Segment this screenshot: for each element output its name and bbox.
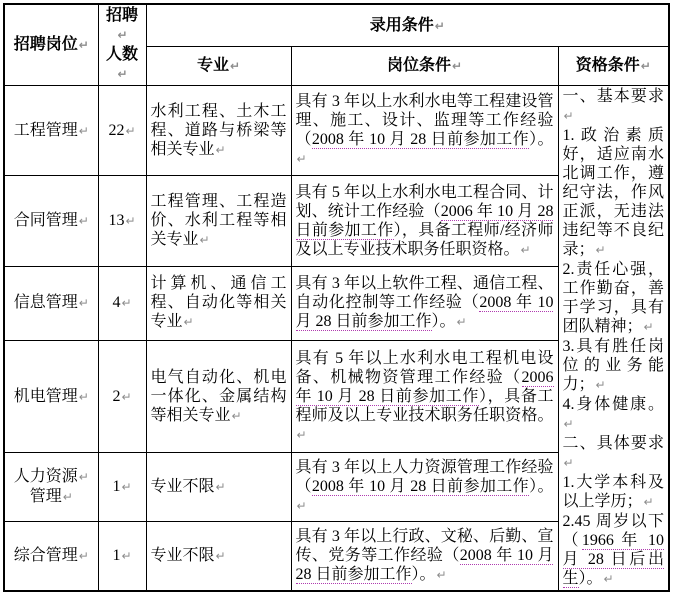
paragraph-mark-icon: ↵ xyxy=(563,109,574,123)
text-run: 具有 5 年以上水利水电工程合同、计划、统计工作经验（ xyxy=(295,183,554,220)
cell-major xyxy=(146,453,291,522)
text-run: 人力资源 xyxy=(13,468,78,486)
text-run: 招聘 xyxy=(105,7,138,24)
text-run: ）。 xyxy=(529,131,554,149)
text-run: 机电管理 xyxy=(13,387,78,405)
cell-job-condition xyxy=(291,521,558,591)
paragraph xyxy=(563,87,665,126)
text-run: 综合管理 xyxy=(13,546,78,564)
text-run: 3.具有胜任岗位的业务能力； xyxy=(562,338,665,393)
cell-position xyxy=(4,453,98,522)
text-run: 人数 xyxy=(105,46,138,63)
paragraph-mark-icon: ↵ xyxy=(78,389,89,404)
text-run: 2.45 周岁以下（ xyxy=(562,513,665,549)
text-run: 招聘岗位 xyxy=(13,36,78,53)
paragraph xyxy=(9,211,94,231)
cell-job-condition xyxy=(291,86,558,176)
cell-qualification xyxy=(558,86,669,592)
paragraph xyxy=(296,183,554,260)
cell-major xyxy=(146,521,291,591)
text-run: 工程管理、工程造价、水利工程等相关专业 xyxy=(150,193,287,249)
text-run: 电气自动化、机电一体化、金属结构等相关专业 xyxy=(150,368,287,424)
cell-job-condition xyxy=(291,453,558,522)
text-run: 具有 3 年以上人力资源管理工作经验（ xyxy=(295,459,554,496)
cell-position xyxy=(4,86,98,176)
paragraph xyxy=(103,387,142,407)
paragraph-mark-icon: ↵ xyxy=(117,67,128,81)
paragraph xyxy=(563,126,665,260)
paragraph xyxy=(296,458,554,516)
cell-position xyxy=(4,176,98,266)
grammar-underlined-text: 2006 年 10 月 28 日前参加工作 xyxy=(295,202,554,239)
paragraph-mark-icon: ↵ xyxy=(78,214,89,229)
paragraph xyxy=(9,487,94,507)
text-run: 岗位条件 xyxy=(386,57,451,75)
paragraph-mark-icon: ↵ xyxy=(78,548,89,563)
text-run: 具有 5 年以上水利水电工程机电设备、机械物资管理工作经验（ xyxy=(295,349,554,386)
paragraph-mark-icon: ↵ xyxy=(121,389,132,404)
text-run: 一、基本要求 xyxy=(562,88,665,105)
paragraph-mark-icon: ↵ xyxy=(78,123,89,138)
text-run: 资格条件 xyxy=(575,57,640,75)
paragraph-mark-icon: ↵ xyxy=(643,320,654,334)
paragraph-mark-icon: ↵ xyxy=(78,296,89,311)
paragraph xyxy=(151,56,287,76)
paragraph-mark-icon: ↵ xyxy=(640,59,651,74)
text-run: 录用条件 xyxy=(369,16,434,34)
header-row-1 xyxy=(4,4,669,47)
paragraph-mark-icon: ↵ xyxy=(296,427,307,442)
grammar-underlined-text: 2008 年 10 月 28 日前参加工作 xyxy=(295,546,554,583)
paragraph-mark-icon: ↵ xyxy=(121,296,132,311)
paragraph xyxy=(9,293,94,313)
text-run: 合同管理 xyxy=(13,212,78,230)
text-run: 4 xyxy=(112,294,121,312)
text-run: ），具备工程师及以上专业技术职务任职资格。 xyxy=(295,387,554,424)
text-run: 具有 3 年以上软件工程、通信工程、自动化控制等工作经验（ xyxy=(295,275,554,312)
header-recruit-conditions xyxy=(146,4,669,47)
paragraph xyxy=(9,121,94,141)
paragraph xyxy=(103,6,142,45)
paragraph-mark-icon: ↵ xyxy=(643,495,654,509)
paragraph-mark-icon: ↵ xyxy=(563,417,574,431)
paragraph-mark-icon: ↵ xyxy=(199,233,210,248)
paragraph-mark-icon: ↵ xyxy=(125,123,136,138)
paragraph-mark-icon: ↵ xyxy=(595,378,606,392)
cell-major xyxy=(146,176,291,266)
table-row xyxy=(4,86,669,176)
cell-count xyxy=(98,341,146,453)
paragraph-mark-icon: ↵ xyxy=(296,499,307,514)
header-position xyxy=(4,4,98,86)
cell-count xyxy=(98,453,146,522)
paragraph xyxy=(103,45,142,84)
paragraph-mark-icon: ↵ xyxy=(456,315,467,330)
paragraph xyxy=(151,368,287,426)
text-run: ）。 xyxy=(431,313,456,331)
paragraph xyxy=(9,467,94,487)
paragraph xyxy=(296,56,554,76)
text-run: 具有 3 年以上水利水电等工程建设管理、施工、设计、监理等工作经验（ xyxy=(295,93,554,149)
grammar-underlined-text: 2008 年 10 月 28 日前参加工作 xyxy=(311,478,530,496)
text-run: 二、具体要求 xyxy=(562,435,665,452)
paragraph xyxy=(151,16,665,36)
paragraph xyxy=(563,395,665,434)
text-run: 22 xyxy=(108,121,125,139)
paragraph xyxy=(296,527,554,585)
cell-job-condition xyxy=(291,176,558,266)
text-run: 1 xyxy=(112,546,121,564)
paragraph-mark-icon: ↵ xyxy=(603,572,614,586)
text-run: ），具备工程师/经济师及以上专业技术职务任职资格。 xyxy=(295,221,554,258)
paragraph-mark-icon: ↵ xyxy=(436,567,447,582)
paragraph xyxy=(296,92,554,169)
cell-job-condition xyxy=(291,266,558,341)
paragraph-mark-icon: ↵ xyxy=(215,548,226,563)
paragraph-mark-icon: ↵ xyxy=(121,548,132,563)
paragraph xyxy=(103,477,142,497)
paragraph xyxy=(151,274,287,332)
text-run: ）。 xyxy=(411,565,436,583)
text-run: 专业不限 xyxy=(150,478,215,496)
text-run: 2 xyxy=(112,387,121,405)
text-run: 信息管理 xyxy=(13,294,78,312)
grammar-underlined-text: 2008 年 10 月 28 日前参加工作 xyxy=(295,294,554,331)
cell-position xyxy=(4,341,98,453)
paragraph xyxy=(151,546,287,566)
grammar-underlined-text: 1966 年 10 月 28 日后出生 xyxy=(562,532,665,587)
grammar-underlined-text: 2006 年 10 月 28 日前参加工作 xyxy=(295,368,554,405)
paragraph xyxy=(9,546,94,566)
paragraph-mark-icon: ↵ xyxy=(595,243,606,257)
text-run: ）。 xyxy=(529,478,554,496)
paragraph xyxy=(151,477,287,497)
paragraph-mark-icon: ↵ xyxy=(215,142,226,157)
paragraph xyxy=(151,102,287,160)
paragraph xyxy=(563,260,665,337)
paragraph xyxy=(9,35,94,55)
paragraph-mark-icon: ↵ xyxy=(183,315,194,330)
text-run: 专业 xyxy=(196,57,229,75)
text-run: ）。 xyxy=(578,570,603,587)
cell-major xyxy=(146,266,291,341)
text-run: 13 xyxy=(108,212,125,230)
cell-major xyxy=(146,86,291,176)
cell-job-condition xyxy=(291,341,558,453)
paragraph xyxy=(103,546,142,566)
paragraph-mark-icon: ↵ xyxy=(434,18,445,33)
text-run: 计算机、通信工程、自动化等相关专业 xyxy=(150,275,287,331)
cell-count xyxy=(98,266,146,341)
text-run: 管理 xyxy=(29,488,62,506)
text-run: 1.大学本科及以上学历； xyxy=(562,474,665,510)
paragraph-mark-icon: ↵ xyxy=(117,28,128,42)
cell-major xyxy=(146,341,291,453)
paragraph-mark-icon: ↵ xyxy=(231,408,242,423)
header-qualification xyxy=(558,47,669,86)
paragraph-mark-icon: ↵ xyxy=(125,214,136,229)
paragraph xyxy=(296,274,554,332)
paragraph xyxy=(103,293,142,313)
paragraph xyxy=(563,56,665,76)
paragraph-mark-icon: ↵ xyxy=(520,242,531,257)
paragraph-mark-icon: ↵ xyxy=(215,480,226,495)
text-run: 1 xyxy=(112,478,121,496)
paragraph xyxy=(103,121,142,141)
recruitment-table xyxy=(3,3,670,592)
paragraph-mark-icon: ↵ xyxy=(229,59,241,74)
paragraph xyxy=(563,434,665,473)
text-run: 4.身体健康。 xyxy=(562,396,665,413)
text-run: 具有 3 年以上行政、文秘、后勤、宣传、党务等工作经验（ xyxy=(295,527,554,564)
paragraph xyxy=(563,473,665,512)
paragraph-mark-icon: ↵ xyxy=(78,38,89,52)
paragraph xyxy=(9,387,94,407)
header-job-condition xyxy=(291,47,558,86)
paragraph xyxy=(103,211,142,231)
text-run: 水利工程、土木工程、道路与桥梁等相关专业 xyxy=(150,102,287,158)
paragraph xyxy=(296,349,554,445)
paragraph-mark-icon: ↵ xyxy=(62,490,73,505)
paragraph-mark-icon: ↵ xyxy=(563,456,574,470)
cell-count xyxy=(98,176,146,266)
header-count xyxy=(98,4,146,86)
paragraph xyxy=(563,512,665,589)
paragraph xyxy=(151,192,287,250)
paragraph-mark-icon: ↵ xyxy=(121,480,132,495)
text-run: 1.政治素质好，适应南水北调工作，遵纪守法，作风正派，无违法违纪等不良纪录； xyxy=(562,127,665,258)
paragraph-mark-icon: ↵ xyxy=(296,152,307,167)
text-run: 专业不限 xyxy=(150,546,215,564)
text-run: 2.责任心强，工作勤奋，善于学习，具有团队精神； xyxy=(562,261,665,335)
paragraph-mark-icon: ↵ xyxy=(451,59,463,74)
cell-count xyxy=(98,86,146,176)
paragraph-mark-icon: ↵ xyxy=(78,470,89,485)
text-run: 工程管理 xyxy=(13,121,78,139)
paragraph xyxy=(563,337,665,395)
cell-position xyxy=(4,266,98,341)
cell-count xyxy=(98,521,146,591)
cell-position xyxy=(4,521,98,591)
grammar-underlined-text: 2008 年 10 月 28 日前参加工作 xyxy=(311,131,530,149)
header-major xyxy=(146,47,291,86)
